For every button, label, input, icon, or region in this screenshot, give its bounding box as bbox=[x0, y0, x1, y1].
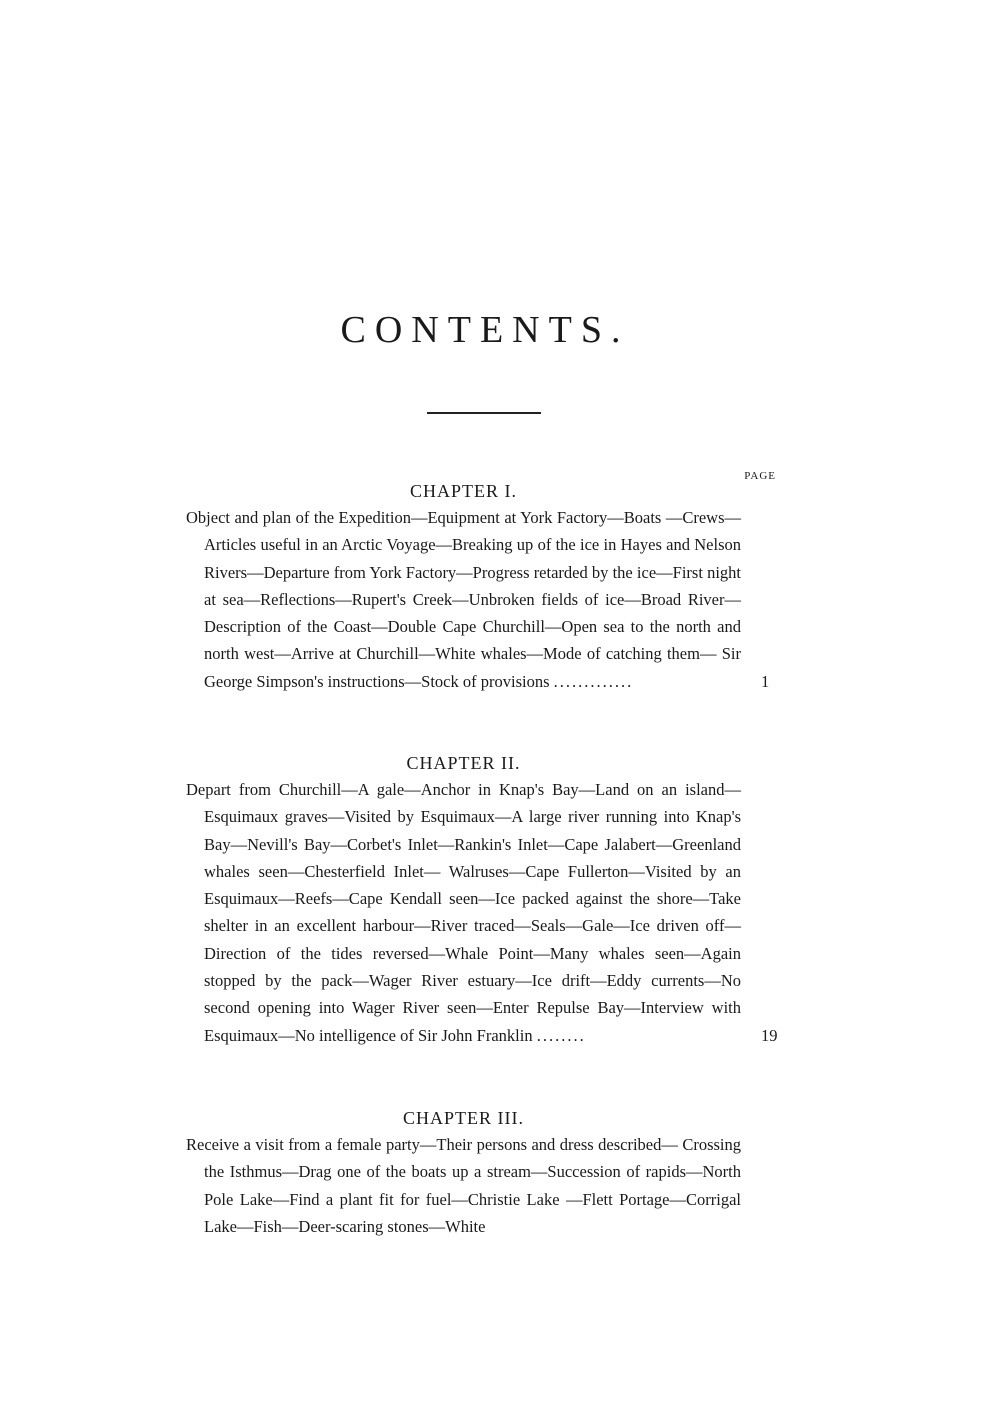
chapter-entry bbox=[186, 1105, 776, 1240]
dot-leader: ........ bbox=[536, 1025, 586, 1045]
chapter-summary bbox=[186, 504, 741, 695]
dot-leader: ............. bbox=[553, 671, 634, 691]
chapter-summary bbox=[186, 776, 741, 1049]
chapter-entry bbox=[186, 478, 776, 695]
chapter-summary bbox=[186, 1131, 741, 1240]
summary-text: Object and plan of the Expedition—Equipment at York Factory—Boats —Crews—Articles useful in an Arctic Voyage—Breaking up of the ice in Hayes and Nelson Rivers—Departure from York Factory—Progress retarded by the ice—First night at sea—Reflections—Rupert's Creek—Unbroken fields of ice—Broad River—Description of the Coast—Double Cape Churchill—Open sea to the north and north west—Arrive at Churchill—White whales—Mode of catching them— Sir George Simpson's instructions—Stock of provisions bbox=[186, 508, 741, 691]
page-number: 1 bbox=[761, 671, 770, 691]
chapter-title: CHAPTER III. bbox=[403, 1108, 524, 1128]
page-column-label: PAGE bbox=[744, 470, 776, 482]
page-number: 19 bbox=[761, 1025, 778, 1045]
heading-rule bbox=[427, 412, 541, 414]
summary-text: Receive a visit from a female party—Their persons and dress described— Crossing the Isthmus—Drag one of the boats up a stream—Succession of rapids—North Pole Lake—Find a plant fit for fuel—Christie Lake —Flett Portage—Corrigal Lake—Fish—Deer-scaring stones—White bbox=[186, 1135, 741, 1236]
summary-text: Depart from Churchill—A gale—Anchor in Knap's Bay—Land on an island—Esquimaux graves—Visited by Esquimaux—A large river running into Knap's Bay—Nevill's Bay—Corbet's Inlet—Rankin's Inlet—Cape Jalabert—Greenland whales seen—Chesterfield Inlet— Walruses—Cape Fullerton—Visited by an Esquimaux—Reefs—Cape Kendall seen—Ice packed against the shore—Take shelter in an excellent harbour—River traced—Seals—Gale—Ice driven off—Direction of the tides reversed—Whale Point—Many whales seen—Again stopped by the pack—Wager River estuary—Ice drift—Eddy currents—No second opening into Wager River seen—Enter Repulse Bay—Interview with Esquimaux—No intelligence of Sir John Franklin bbox=[186, 780, 741, 1045]
chapter-title: CHAPTER II. bbox=[406, 753, 521, 773]
chapter-entry bbox=[186, 750, 776, 1049]
contents-heading: CONTENTS. bbox=[340, 309, 630, 351]
chapter-title: CHAPTER I. bbox=[409, 481, 517, 501]
